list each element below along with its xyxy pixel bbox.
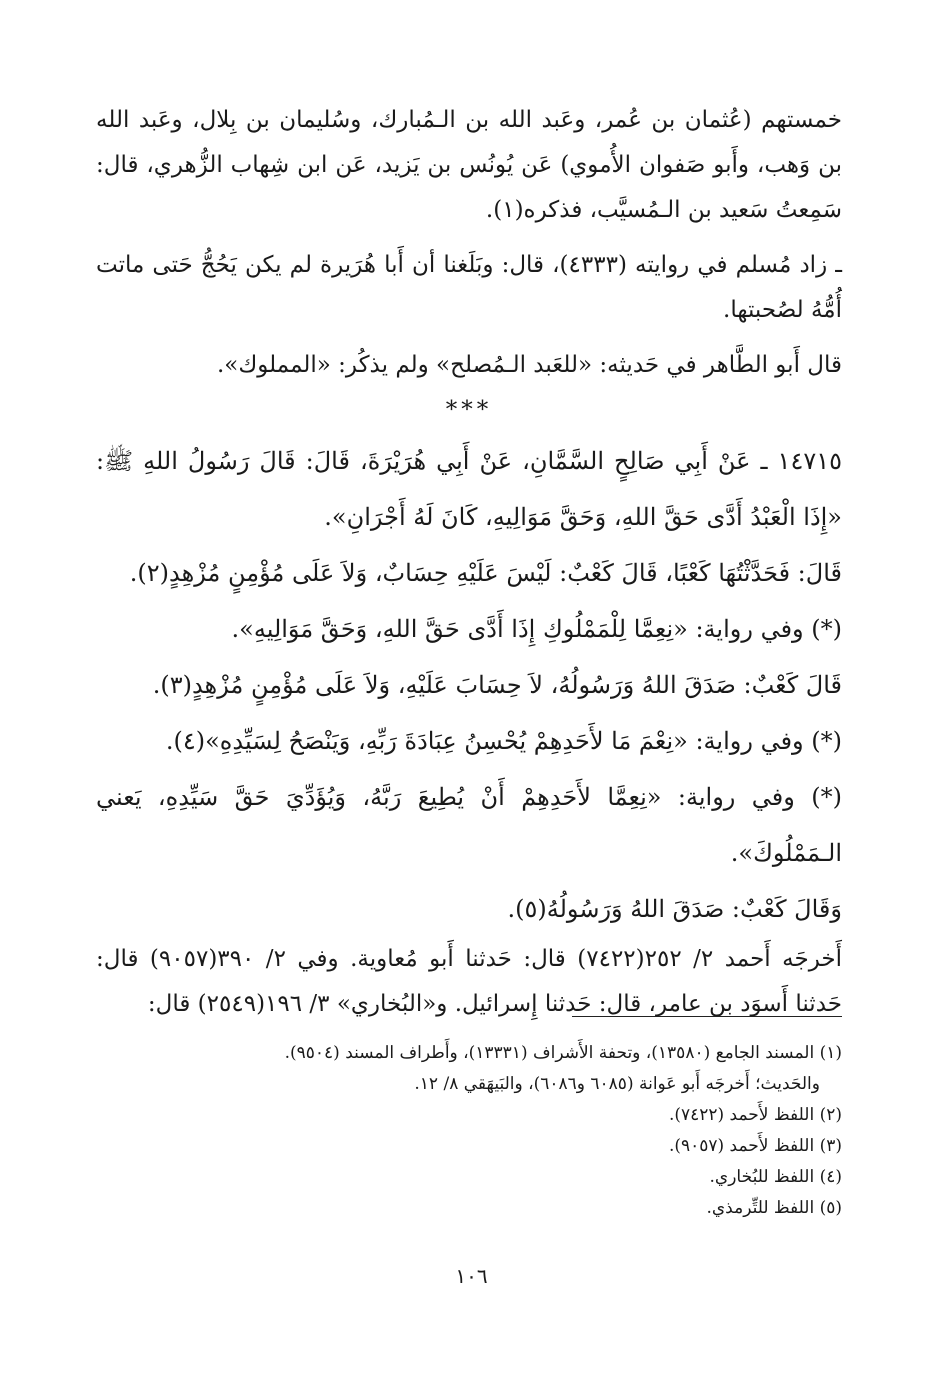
paragraph-kaab-1: قَالَ: فَحَدَّثْتُهَا كَعْبًا، قَالَ كَعْبٌ: لَيْسَ عَلَيْهِ حِسَابٌ، وَلاَ عَلَى مُؤْمِنٍ مُزْهِدٍ(٢).: [129, 559, 842, 587]
footnote-4: (٤) اللفظ للبُخاري.: [709, 1167, 842, 1187]
paragraph-kaab-2: قَالَ كَعْبٌ: صَدَقَ اللهُ وَرَسُولُهُ، لاَ حِسَابَ عَلَيْهِ، وَلاَ عَلَى مُؤْمِنٍ مُزْهِدٍ(٣).: [152, 671, 842, 699]
footnote-5: (٥) اللفظ للتِّرمذي.: [706, 1198, 842, 1218]
paragraph-takhrij: أَخرجَه أَحمد ٢/ ٢٥٢(٧٤٢٢) قال: حَدثنا أَبو مُعاوية. وفي ٢/ ٣٩٠(٩٠٥٧) قال: حَدثنا أَسوَد بن عامر، قال: حَدثنا إِسرائيل. و«البُخاري» ٣/ ١٩٦(٢٥٤٩) قال:: [96, 946, 842, 1017]
page-number: ١٠٦: [455, 1264, 488, 1288]
paragraph-riwaya-1: (*) وفي رواية: «نِعِمَّا لِلْمَمْلُوكِ إِذَا أَدَّى حَقَّ اللهِ، وَحَقَّ مَوَالِيهِ».: [231, 615, 842, 643]
paragraph-kaab-3: وَقَالَ كَعْبٌ: صَدَقَ اللهُ وَرَسُولُهُ(٥).: [507, 895, 842, 923]
footnote-divider: [572, 1016, 842, 1017]
paragraph-riwaya-3: (*) وفي رواية: «نِعِمَّا لأَحَدِهِمْ أَنْ يُطِيعَ رَبَّهُ، وَيُؤَدِّيَ حَقَّ سَيِّدِهِ، يَعني الـمَمْلُوكَ».: [96, 783, 842, 867]
section-divider: ***: [445, 397, 493, 423]
main-text: [96, 98, 842, 1027]
footnote-1: (١) المسند الجامع (١٣٥٨٠)، وتحفة الأَشراف (١٣٣٣١)، وأَطراف المسند (٩٥٠٤).: [284, 1043, 842, 1063]
hadith-text: ١٤٧١٥ ـ عَنْ أَبِي صَالِحٍ السَّمَّانِ، عَنْ أَبِي هُرَيْرَةَ، قَالَ: قَالَ رَسُولُ اللهِ ﷺ: «إِذَا الْعَبْدُ أَدَّى حَقَّ اللهِ، وَحَقَّ مَوَالِيهِ، كَانَ لَهُ أَجْرَانِ».: [96, 447, 842, 531]
footnote-3: (٣) اللفظ لأَحمد (٩٠٥٧).: [668, 1136, 842, 1156]
footnote-2: (٢) اللفظ لأَحمد (٧٤٢٢).: [668, 1105, 842, 1125]
footnote-1-continuation: والحَديث؛ أَخرجَه أَبو عَوانة (٦٠٨٥ و٦٠٨٦)، والبَيهَقي ٨/ ١٢.: [414, 1074, 820, 1094]
paragraph-isnad: خمستهم (عُثمان بن عُمر، وعَبد الله بن الـمُبارك، وسُليمان بن بِلال، وعَبد الله بن وَهب، وأَبو صَفوان الأُموي) عَن يُونُس بن يَزيد، عَن ابن شِهاب الزُّهري، قال: سَمِعتُ سَعيد بن الـمُسيَّب، فذكره(١).: [96, 107, 842, 223]
footnotes: [96, 1038, 842, 1224]
paragraph-muslim-addition: ـ زاد مُسلم في روايته (٤٣٣٣)، قال: وبَلَغنا أن أَبا هُرَيرة لم يكن يَحُجُّ حَتى ماتت أُمُّهُ لصُحبتها.: [96, 252, 842, 323]
paragraph-abu-tahir: قال أَبو الطَّاهر في حَديثه: «للعَبد الـمُصلح» ولم يذكُر: «المملوك».: [216, 352, 842, 378]
paragraph-riwaya-2: (*) وفي رواية: «نِعْمَ مَا لأَحَدِهِمْ يُحْسِنُ عِبَادَةَ رَبِّهِ، وَيَنْصَحُ لِسَيِّدِهِ»(٤).: [165, 727, 842, 755]
